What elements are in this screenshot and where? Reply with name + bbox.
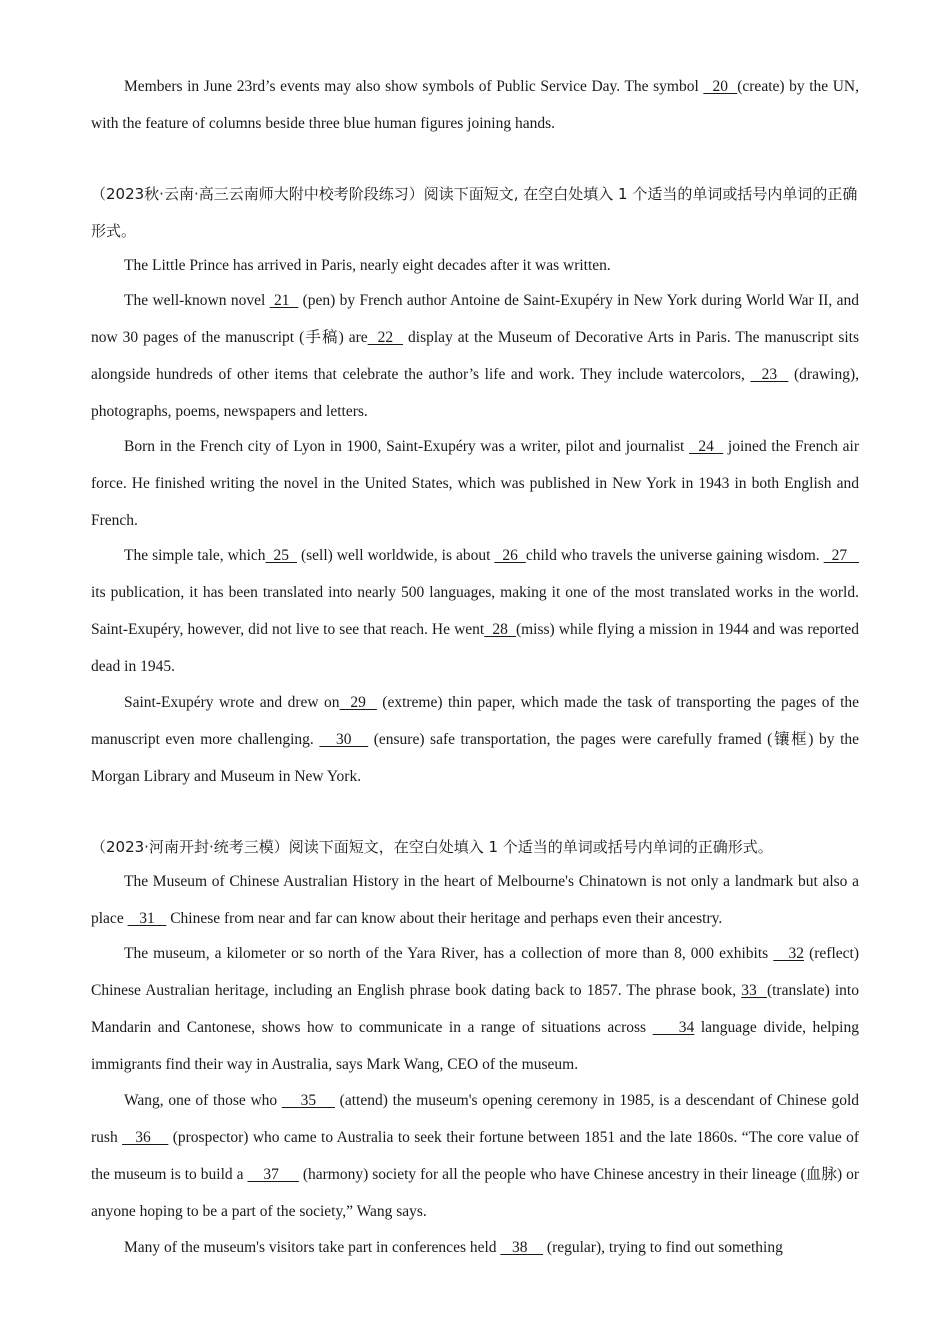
text-segment: (extreme) thin paper, which made the task of transporting the pages of the manuscript even more challenging. <box>91 694 860 748</box>
answer-blank[interactable]: 23 <box>750 366 789 383</box>
answer-blank[interactable]: 28 <box>484 621 516 638</box>
text-segment: （2023秋·云南·高三云南师大附中校考阶段练习）阅读下面短文, 在空白处填入 1 个适当的单词或括号内单词的正确形式。 <box>91 185 858 240</box>
paragraph-museum-collection <box>91 935 859 1083</box>
answer-blank[interactable]: 27 <box>823 547 859 564</box>
text-segment: (create) by the UN, with the feature of columns beside three blue human figures joining hands. <box>91 78 860 132</box>
answer-blank[interactable]: 29 <box>339 694 377 711</box>
text-segment: (sell) well worldwide, is about <box>296 547 495 564</box>
answer-blank[interactable]: 37 <box>247 1166 299 1183</box>
paragraph-simple-tale <box>91 537 859 685</box>
answer-blank[interactable]: 22 <box>367 329 404 346</box>
answer-blank[interactable]: 30 <box>319 731 369 748</box>
text-segment: Members in June 23rd’s events may also show symbols of Public Service Day. The symbol <box>124 78 704 95</box>
text-segment: The Little Prince has arrived in Paris, nearly eight decades after it was written. <box>124 257 611 274</box>
answer-blank[interactable]: 31 <box>127 910 167 927</box>
text-segment: Born in the French city of Lyon in 1900, Saint-Exupéry was a writer, pilot and journalist <box>124 438 689 455</box>
answer-blank[interactable]: 38 <box>500 1239 544 1256</box>
text-segment: display at the Museum of Decorative Arts in Paris. The manuscript sits alongside hundreds of other items that celebrate the author’s life and work. They include watercolors, <box>91 329 860 383</box>
paragraph-museum-landmark <box>91 863 859 937</box>
text-segment: (reflect) Chinese Australian heritage, including an English phrase book dating back to 1857. The phrase book, <box>91 945 859 999</box>
text-segment: The well-known novel <box>124 292 270 309</box>
text-segment: (ensure) safe transportation, the pages were carefully framed (镶框) by the Morgan Library and Museum in New York. <box>91 731 859 785</box>
paragraph-conferences <box>91 1229 859 1266</box>
answer-blank[interactable]: 20 <box>703 78 738 95</box>
answer-blank[interactable]: 24 <box>688 438 724 455</box>
text-segment: child who travels the universe gaining wisdom. <box>525 547 824 564</box>
text-segment: The Museum of Chinese Australian History in the heart of Melbourne's Chinatown is not only a landmark but also a place <box>91 873 859 927</box>
text-segment: The simple tale, which <box>124 547 266 564</box>
text-segment: (regular), trying to find out something <box>543 1239 783 1256</box>
paragraph-public-service-day <box>91 68 859 142</box>
text-segment: (attend) the museum's opening ceremony in 1985, is a descendant of Chinese gold rush <box>91 1092 860 1146</box>
text-segment: (miss) while flying a mission in 1944 and was reported dead in 1945. <box>91 621 859 675</box>
text-segment: joined the French air force. He finished writing the novel in the United States, which was published in New York in 1943 in both English and French. <box>91 438 859 529</box>
text-segment: (drawing), photographs, poems, newspapers and letters. <box>91 366 859 420</box>
answer-blank[interactable]: 26 <box>494 547 526 564</box>
answer-blank[interactable]: 36 <box>122 1129 169 1146</box>
text-segment: language divide, helping immigrants find their way in Australia, says Mark Wang, CEO of the museum. <box>91 1019 859 1073</box>
text-segment: (prospector) who came to Australia to seek their fortune between 1851 and the late 1860s. “The core value of the museum is to build a <box>91 1129 859 1183</box>
paragraph-novel-manuscript <box>91 282 859 430</box>
paragraph-author-biography <box>91 428 859 539</box>
paragraph-mark-wang <box>91 1082 859 1230</box>
text-segment: (harmony) society for all the people who have Chinese ancestry in their lineage (血脉) or anyone hoping to be a part of the society,” Wang says. <box>91 1166 860 1220</box>
answer-blank[interactable]: 35 <box>281 1092 335 1109</box>
text-segment: Wang, one of those who <box>124 1092 282 1109</box>
text-segment: (translate) into Mandarin and Cantonese, shows how to communicate in a range of situations across <box>91 982 859 1036</box>
paragraph-thin-paper <box>91 684 859 795</box>
answer-blank[interactable]: 34 <box>652 1019 695 1036</box>
text-segment: (pen) by French author Antoine de Saint-Exupéry in New York during World War II, and now 30 pages of the manuscript (手稿) are <box>91 292 860 346</box>
text-segment: its publication, it has been translated into nearly 500 languages, making it one of the most translated works in the world. Saint-Exupéry, however, did not live to see that reach. He went <box>91 584 859 638</box>
exercise-header-henan <box>91 829 859 866</box>
paragraph-little-prince-intro <box>91 247 859 284</box>
answer-blank[interactable]: 21 <box>269 292 299 309</box>
text-segment: （2023·河南开封·统考三模）阅读下面短文，在空白处填入 1 个适当的单词或括号内单词的正确形式。 <box>91 838 773 856</box>
text-segment: Saint-Exupéry wrote and drew on <box>124 694 340 711</box>
answer-blank[interactable]: 32 <box>773 945 805 962</box>
answer-blank[interactable]: 33 <box>741 982 767 999</box>
text-segment: Many of the museum's visitors take part in conferences held <box>124 1239 501 1256</box>
answer-blank[interactable]: 25 <box>265 547 297 564</box>
text-segment: Chinese from near and far can know about their heritage and perhaps even their ancestry. <box>166 910 723 927</box>
text-segment: The museum, a kilometer or so north of the Yara River, has a collection of more than 8, 000 exhibits <box>124 945 774 962</box>
exercise-header-yunnan <box>91 176 859 250</box>
